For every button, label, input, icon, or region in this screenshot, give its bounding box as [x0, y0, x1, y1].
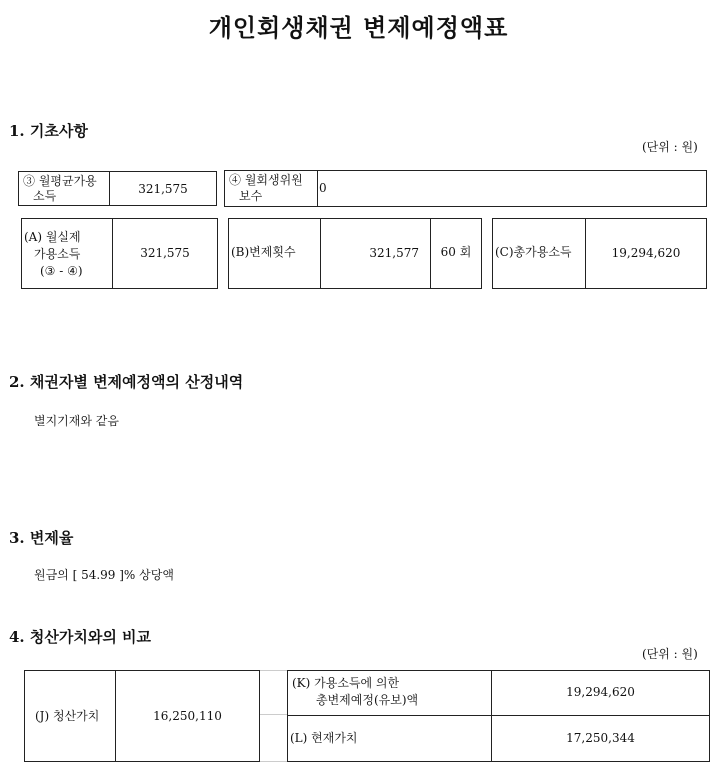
trustee-fee-value: 0: [319, 181, 327, 195]
section2-text: 별지기재와 같음: [34, 414, 119, 428]
trustee-fee-box: [224, 170, 707, 207]
actual-income-label-line2: 가용소득: [34, 247, 81, 261]
section3-heading: 3. 변제율: [9, 529, 74, 547]
k-label-line2: 총변제예정(유보)액: [316, 693, 419, 707]
section4-heading: 4. 청산가치와의 비교: [9, 628, 152, 646]
present-value: 17,250,344: [566, 731, 635, 745]
total-income-value: 19,294,620: [611, 246, 681, 260]
unit-label-1: (단위 : 원): [642, 140, 698, 154]
repayment-count-value: 60 회: [440, 245, 472, 259]
total-income-box: [492, 218, 707, 289]
monthly-income-label-line2: 소득: [33, 189, 57, 203]
liquidation-value-box: [24, 670, 260, 762]
section3-text: 원금의 [ 54.99 ]% 상당액: [34, 568, 174, 582]
section1-heading: 1. 기초사항: [9, 122, 88, 140]
trustee-fee-label-line2: 보수: [239, 189, 263, 203]
repayment-count-box: [228, 218, 482, 289]
document-title: 개인회생채권 변제예정액표: [208, 13, 509, 42]
k-label-line1: (K) 가용소득에 의한: [292, 676, 400, 690]
total-income-label: (C)총가용소득: [495, 245, 572, 259]
actual-income-label-line1: (A) 월실제: [24, 230, 81, 244]
liquidation-value-label: (J) 청산가치: [35, 709, 100, 723]
actual-income-value: 321,575: [140, 246, 190, 260]
repayment-amount-value: 321,577: [369, 246, 419, 260]
repayment-comparison-box: [287, 670, 710, 762]
monthly-income-box: [18, 171, 217, 206]
liquidation-value: 16,250,110: [153, 709, 222, 723]
monthly-income-label-line1: ③ 월평균가용: [23, 174, 97, 188]
repayment-count-label: (B)변제횟수: [231, 245, 296, 259]
present-value-label: (L) 현재가치: [290, 731, 358, 745]
actual-income-label-line3: (③ - ④): [40, 264, 83, 278]
unit-label-2: (단위 : 원): [642, 647, 698, 661]
section2-heading: 2. 채권자별 변제예정액의 산정내역: [9, 373, 244, 391]
monthly-income-value: 321,575: [138, 182, 188, 196]
actual-income-box: [21, 218, 218, 289]
k-value: 19,294,620: [566, 685, 635, 699]
trustee-fee-label-line1: ④ 월회생위원: [229, 173, 303, 187]
